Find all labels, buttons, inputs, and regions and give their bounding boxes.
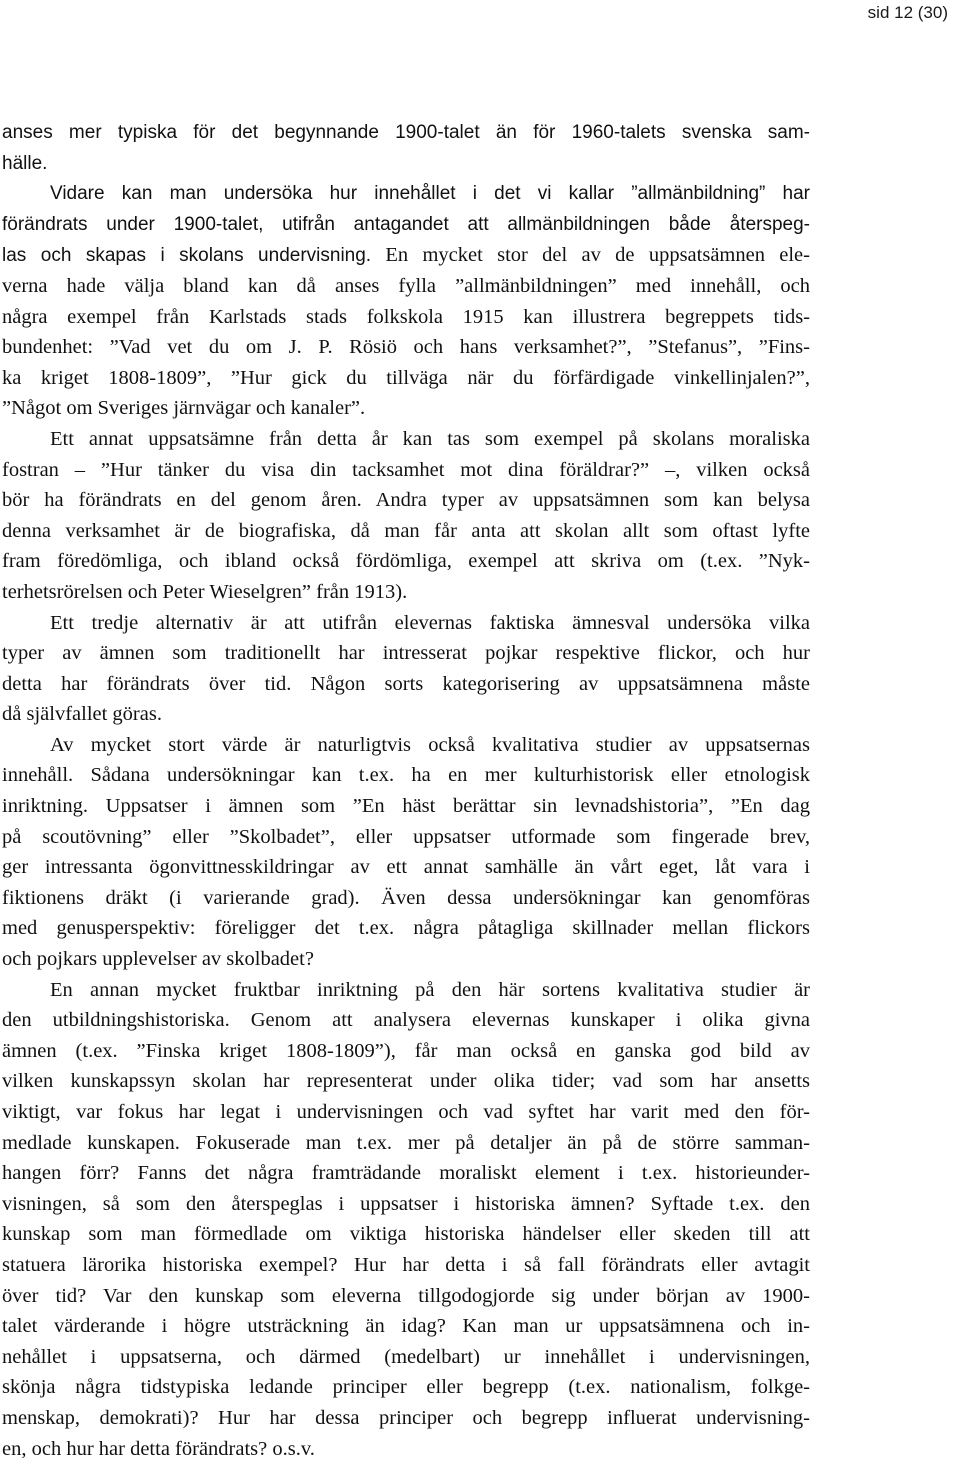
- text-line: statuera lärorika historiska exempel? Hur har detta i så fall förändrats eller avtagit: [2, 1253, 810, 1276]
- text-line: förändrats under 1900-talet, utifrån antagandet att allmänbildningen både återspeg-: [2, 213, 810, 235]
- text-line: över tid? Var den kunskap som eleverna tillgodogjorde sig under början av 1900-: [2, 1284, 810, 1307]
- text-line: viktigt, var fokus har legat i undervisningen och vad syftet har varit med den för-: [2, 1101, 810, 1123]
- text-line: nehållet i uppsatserna, och därmed (medelbart) ur innehållet i undervisningen,: [2, 1345, 810, 1368]
- text-line: terhetsrörelsen och Peter Wieselgren” från 1913).: [2, 580, 408, 603]
- text-line: verna hade välja bland kan då anses fylla ”allmänbildningen” med innehåll, och: [2, 274, 810, 297]
- text-line: med genusperspektiv: föreligger det t.ex. några påtagliga skillnader mellan flickors: [2, 917, 810, 940]
- text-segment: bör ha förändrats en del genom åren.: [2, 489, 362, 512]
- text-line: fostran – ”Hur tänker du visa din tacksamhet mot dina föräldrar?” –, vilken också: [2, 458, 810, 481]
- text-line: ger intressanta ögonvittnesskildringar av ett annat samhälle än vårt eget, låt vara i: [2, 856, 810, 879]
- document-body: [2, 118, 810, 1464]
- text-line: typer av ämnen som traditionellt har intresserat pojkar respektive flickor, och hur: [2, 642, 810, 665]
- text-line: på scoutövning” eller ”Skolbadet”, eller uppsatser utformade som fingerade brev,: [2, 825, 810, 848]
- text-line: några exempel från Karlstads stads folkskola 1915 kan illustrera begreppets tids-: [2, 305, 810, 328]
- text-line: denna verksamhet är de biografiska, då man får anta att skolan allt som oftast lyfte: [2, 519, 810, 542]
- text-line-mixed: [2, 485, 810, 516]
- text-line: vilken kunskapssyn skolan har representerat under olika tider; vad som har ansetts: [2, 1070, 810, 1093]
- text-line: menskap, demokrati)? Hur har dessa principer och begrepp influerat undervisning-: [2, 1406, 810, 1429]
- text-line: ”Något om Sveriges järnvägar och kanaler”.: [2, 397, 366, 420]
- text-line: hälle.: [2, 152, 48, 174]
- text-segment: En mycket stor del av de uppsatsämnen ele-: [371, 244, 810, 267]
- text-segment: Andra typer av uppsatsämnen som kan belysa: [361, 489, 810, 512]
- text-line: talet värderande i högre utsträckning än idag? Kan man ur uppsatsämnena och in-: [2, 1315, 810, 1338]
- text-line: kunskap som man förmedlade om viktiga historiska händelser eller skeden till att: [2, 1223, 810, 1246]
- text-line: innehåll. Sådana undersökningar kan t.ex. ha en mer kulturhistorisk eller etnologisk: [2, 764, 810, 787]
- text-line: då självfallet göras.: [2, 703, 162, 726]
- text-line: Vidare kan man undersöka hur innehållet i det vi kallar ”allmänbildning” har: [50, 183, 810, 205]
- text-line: bundenhet: ”Vad vet du om J. P. Rösiö och hans verksamhet?”, ”Stefanus”, ”Fins-: [2, 336, 810, 359]
- text-segment: las och skapas i skolans undervisning.: [2, 245, 372, 267]
- text-line: inriktning. Uppsatser i ämnen som ”En häst berättar sin levnadshistoria”, ”En dag: [2, 795, 810, 818]
- page-number: sid 12 (30): [867, 3, 948, 22]
- text-line: ka kriget 1808-1809”, ”Hur gick du tillväga när du förfärdigade vinkellinjalen?”,: [2, 366, 810, 389]
- text-line: anses mer typiska för det begynnande 1900-talet än för 1960-talets svenska sam-: [2, 122, 810, 143]
- text-line: Av mycket stort värde är naturligtvis också kvalitativa studier av uppsatsernas: [50, 733, 810, 756]
- text-line: fram föredömliga, och ibland också fördömliga, exempel att skriva om (t.ex. ”Nyk-: [2, 550, 810, 573]
- text-line: skönja några tidstypiska ledande principer eller begrepp (t.ex. nationalism, folkge-: [2, 1376, 810, 1399]
- text-line: En annan mycket fruktbar inriktning på den här sortens kvalitativa studier är: [50, 978, 810, 1001]
- text-line: en, och hur har detta förändrats? o.s.v.: [2, 1437, 315, 1460]
- text-line: visningen, så som den återspeglas i uppsatser i historiska ämnen? Syftade t.ex. den: [2, 1192, 810, 1215]
- text-line: den utbildningshistoriska. Genom att analysera elevernas kunskaper i olika givna: [2, 1009, 810, 1032]
- text-line-mixed: [2, 240, 810, 271]
- text-line: fiktionens dräkt (i varierande grad). Även dessa undersökningar kan genomföras: [2, 886, 810, 909]
- text-line: detta har förändrats över tid. Någon sorts kategorisering av uppsatsämnena måste: [2, 672, 810, 695]
- text-line: hangen förr? Fanns det några framträdande moraliskt element i t.ex. historieunder-: [2, 1162, 810, 1185]
- text-line: Ett annat uppsatsämne från detta år kan tas som exempel på skolans moraliska: [50, 427, 810, 450]
- text-line: Ett tredje alternativ är att utifrån elevernas faktiska ämnesval undersöka vilka: [50, 611, 810, 634]
- text-line: medlade kunskapen. Fokuserade man t.ex. mer på detaljer än på de större samman-: [2, 1131, 810, 1154]
- text-line: och pojkars upplevelser av skolbadet?: [2, 948, 314, 971]
- text-line: ämnen (t.ex. ”Finska kriget 1808-1809”), får man också en ganska god bild av: [2, 1039, 810, 1062]
